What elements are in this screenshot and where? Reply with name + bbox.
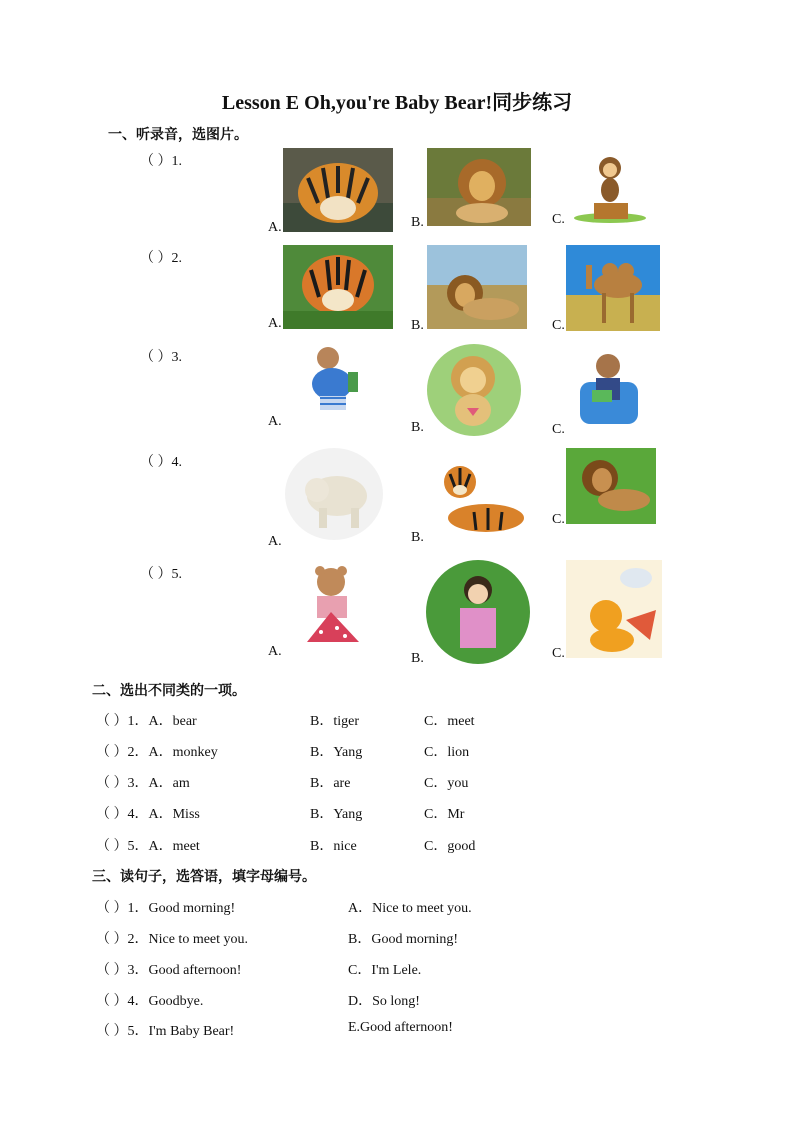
q3-option-c-label: C. xyxy=(552,422,565,437)
q1-option-c-label: C. xyxy=(552,212,565,227)
q4-option-a-label: A. xyxy=(268,534,282,549)
q5-option-a-label: A. xyxy=(268,644,282,659)
p3-question-4: （ ）4．Goodbye. xyxy=(96,994,204,1009)
p3-answer-d: D．So long! xyxy=(348,994,420,1009)
section-1-heading: 一、听录音，选图片。 xyxy=(108,127,248,143)
question-4-number: （ ）4. xyxy=(140,455,182,470)
q4-option-b-label: B. xyxy=(411,530,424,545)
tiger-icon[interactable] xyxy=(283,245,393,329)
q5-option-c-label: C. xyxy=(552,646,565,661)
q2-option-b-label: B. xyxy=(411,318,424,333)
page-title: Lesson E Oh,you're Baby Bear!同步练习 xyxy=(221,92,573,114)
p2-row-4-c: C．Mr xyxy=(424,807,465,822)
cartoon-teacher-icon[interactable] xyxy=(426,560,530,664)
tiger-icon[interactable] xyxy=(430,456,528,540)
cartoon-bear-icon[interactable] xyxy=(298,344,370,420)
q5-option-b-label: B. xyxy=(411,651,424,666)
cartoon-lion-icon[interactable] xyxy=(427,344,521,436)
p3-question-3: （ ）3．Good afternoon! xyxy=(96,963,242,978)
tiger-icon[interactable] xyxy=(283,148,393,232)
section-2-heading: 二、选出不同类的一项。 xyxy=(92,683,246,699)
p3-answer-a: A．Nice to meet you. xyxy=(348,901,472,916)
cartoon-monkey-icon[interactable] xyxy=(566,148,654,224)
p2-row-2-a: （ ）2．A．monkey xyxy=(96,745,218,760)
p2-row-1-c: C．meet xyxy=(424,714,475,729)
p2-row-4-b: B．Yang xyxy=(310,807,363,822)
cartoon-girl-bear-icon[interactable] xyxy=(293,562,371,654)
q2-option-a-label: A. xyxy=(268,316,282,331)
p3-answer-c: C．I'm Lele. xyxy=(348,963,422,978)
p3-question-5: （ ）5．I'm Baby Bear! xyxy=(96,1024,235,1039)
p2-row-3-c: C．you xyxy=(424,776,469,791)
lion-icon[interactable] xyxy=(427,148,531,226)
q3-option-b-label: B. xyxy=(411,420,424,435)
lion-icon[interactable] xyxy=(427,245,527,329)
camel-icon[interactable] xyxy=(566,245,660,331)
question-3-number: （ ）3. xyxy=(140,350,182,365)
p2-row-5-a: （ ）5．A．meet xyxy=(96,839,200,854)
cartoon-dragon-icon[interactable] xyxy=(566,560,662,658)
question-2-number: （ ）2. xyxy=(140,251,182,266)
q3-option-a-label: A. xyxy=(268,414,282,429)
q4-option-c-label: C. xyxy=(552,512,565,527)
p2-row-2-c: C．lion xyxy=(424,745,470,760)
p2-row-5-c: C．good xyxy=(424,839,476,854)
p3-answer-b: B．Good morning! xyxy=(348,932,459,947)
p3-question-1: （ ）1．Good morning! xyxy=(96,901,236,916)
polar-bear-icon[interactable] xyxy=(285,448,383,540)
p2-row-5-b: B．nice xyxy=(310,839,357,854)
p2-row-1-b: B．tiger xyxy=(310,714,359,729)
lion-icon[interactable] xyxy=(566,448,656,524)
q2-option-c-label: C. xyxy=(552,318,565,333)
p3-answer-e: E.Good afternoon! xyxy=(348,1020,453,1035)
p2-row-2-b: B．Yang xyxy=(310,745,363,760)
p3-question-2: （ ）2．Nice to meet you. xyxy=(96,932,249,947)
p2-row-4-a: （ ）4．A．Miss xyxy=(96,807,200,822)
q1-option-a-label: A. xyxy=(268,220,282,235)
p2-row-1-a: （ ）1．A．bear xyxy=(96,714,197,729)
question-5-number: （ ）5. xyxy=(140,567,182,582)
cartoon-bear-reading-icon[interactable] xyxy=(574,346,644,428)
p2-row-3-b: B．are xyxy=(310,776,351,791)
question-1-number: （ ）1. xyxy=(140,154,182,169)
p2-row-3-a: （ ）3．A．am xyxy=(96,776,190,791)
section-3-heading: 三、读句子，选答语，填字母编号。 xyxy=(92,869,316,885)
q1-option-b-label: B. xyxy=(411,215,424,230)
